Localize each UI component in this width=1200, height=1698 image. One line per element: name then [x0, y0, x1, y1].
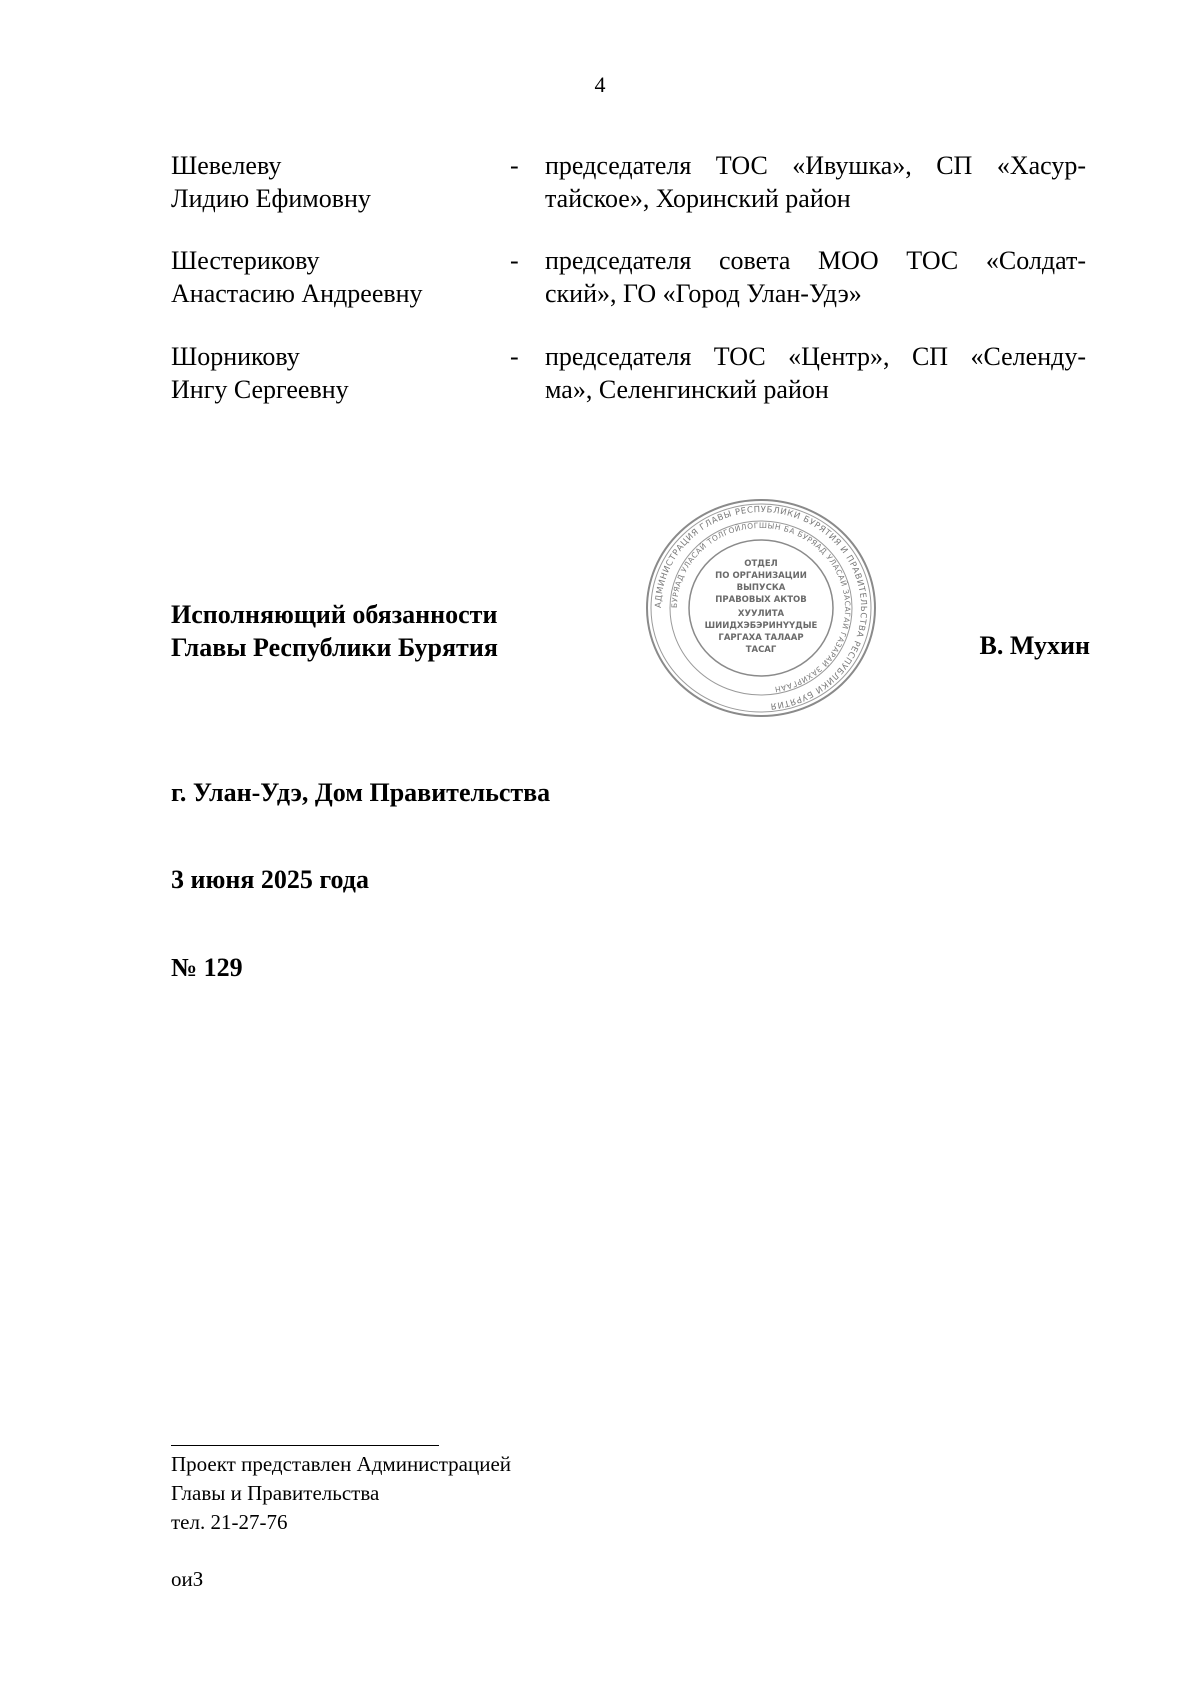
person-name: Шевелеву Лидию Ефимовну — [171, 151, 371, 213]
svg-text:ШИИДХЭБЭРИНҮҮДЫЕ: ШИИДХЭБЭРИНҮҮДЫЕ — [704, 621, 818, 631]
person-name: Шорникову Ингу Сергеевну — [171, 342, 349, 404]
list-item — [171, 244, 1086, 314]
position-description: председателя ТОС «Ивушка», СП «Хасур- тайское», Хоринский район — [545, 151, 1086, 213]
dash: - — [510, 151, 519, 180]
svg-text:ХУУЛИТА: ХУУЛИТА — [737, 609, 785, 619]
svg-text:ВЫПУСКА: ВЫПУСКА — [736, 583, 786, 593]
list-item — [171, 149, 1086, 219]
footnote: Проект представлен Администрацией Главы и Правительства тел. 21-27-76 — [171, 1452, 512, 1534]
position-description: председателя совета МОО ТОС «Солдат- ский», ГО «Город Улан-Удэ» — [545, 246, 1086, 308]
svg-text:БУРЯАД УЛАСАЙ ТОЛГОЙЛОГШЫН БА: БУРЯАД УЛАСАЙ ТОЛГОЙЛОГШЫН БА БУРЯАД УЛАСАЙ ЗАСАГАЙ ГАЗАРАЙ ЗАХИРГААН — [669, 520, 853, 694]
dash: - — [510, 342, 519, 371]
signatory-name: В. Мухин — [979, 631, 1090, 660]
person-name: Шестерикову Анастасию Андреевну — [171, 246, 423, 308]
official-stamp — [643, 496, 879, 720]
document-number: № 129 — [171, 953, 243, 982]
svg-text:ОТДЕЛ: ОТДЕЛ — [744, 559, 778, 569]
svg-text:ПРАВОВЫХ АКТОВ: ПРАВОВЫХ АКТОВ — [715, 595, 807, 605]
document-code: оиЗ — [171, 1567, 204, 1591]
place: г. Улан-Удэ, Дом Правительства — [171, 778, 551, 807]
dash: - — [510, 246, 519, 275]
svg-text:ТАСАГ: ТАСАГ — [745, 645, 777, 655]
position-description: председателя ТОС «Центр», СП «Селенду- ма», Селенгинский район — [545, 342, 1086, 404]
list-item — [171, 340, 1086, 410]
svg-text:АДМИНИСТРАЦИЯ ГЛАВЫ РЕСПУБЛИКИ: АДМИНИСТРАЦИЯ ГЛАВЫ РЕСПУБЛИКИ БУРЯТИЯ И ПРАВИТЕЛЬСТВА РЕСПУБЛИКИ БУРЯТИЯ — [653, 504, 869, 711]
svg-text:ПО ОРГАНИЗАЦИИ: ПО ОРГАНИЗАЦИИ — [715, 571, 807, 581]
signatory-title: Исполняющий обязанности Главы Республики Бурятия — [171, 600, 498, 662]
page-number: 4 — [594, 72, 606, 97]
footnote-divider — [171, 1445, 439, 1446]
svg-text:ГАРГАХА ТАЛААР: ГАРГАХА ТАЛААР — [718, 633, 804, 643]
document-date: 3 июня 2025 года — [171, 865, 369, 894]
